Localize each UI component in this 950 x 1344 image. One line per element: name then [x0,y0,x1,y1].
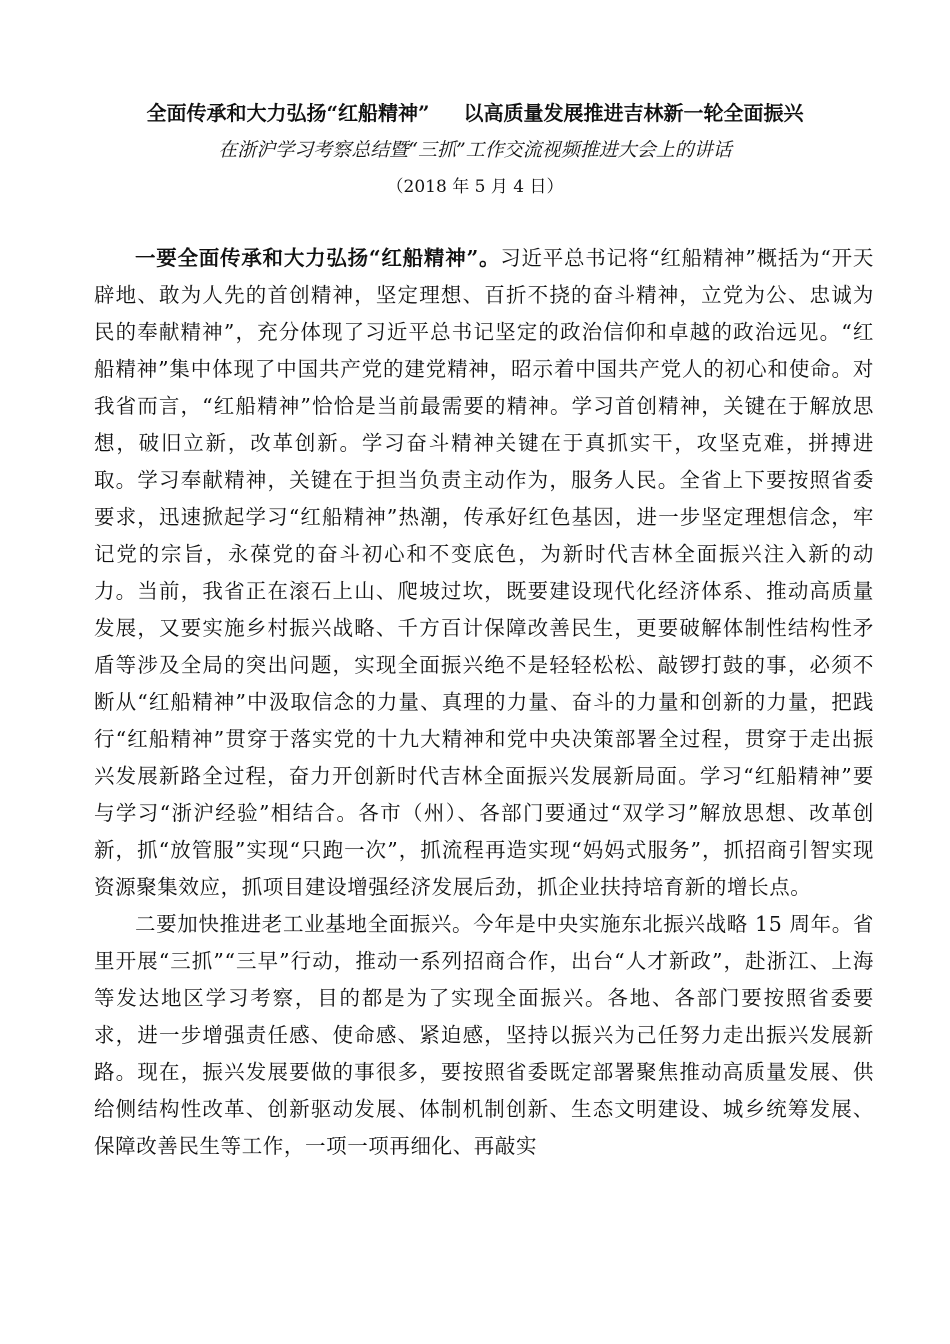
document-date: （2018 年 5 月 4 日） [386,177,564,197]
title-part-1: 全面传承和大力弘扬“红船精神” [146,101,430,125]
paragraph-1-lead: 一要全面传承和大力弘扬“红船精神”。 [135,246,501,270]
document-body [94,240,874,1165]
title-part-2: 以高质量发展推进吉林新一轮全面振兴 [463,101,804,125]
document-title [0,98,950,128]
paragraph-2 [94,906,874,1165]
paragraph-2-text: 二要加快推进老工业基地全面振兴。今年是中央实施东北振兴战略 15 周年。省里开展“三抓”“三早”行动，推动一系列招商合作，出台“人才新政”，赴浙江、上海等发达地区学习考察，目的都是为了实现全面振兴。各地、各部门要按照省委要求，进一步增强责任感、使命感、紧迫感，坚持以振兴为己任努力走出振兴发展新路。现在，振兴发展要做的事很多，要按照省委既定部署聚焦推动高质量发展、供给侧结构性改革、创新驱动发展、体制机制创新、生态文明建设、城乡统筹发展、保障改善民生等工作，一项一项再细化、再敲实 [94,912,874,1158]
paragraph-1 [94,240,874,906]
paragraph-1-text: 习近平总书记将“红船精神”概括为“开天辟地、敢为人先的首创精神，坚定理想、百折不挠的奋斗精神，立党为公、忠诚为民的奉献精神”，充分体现了习近平总书记坚定的政治信仰和卓越的政治远见。“红船精神”集中体现了中国共产党的建党精神，昭示着中国共产党人的初心和使命。对我省而言，“红船精神”恰恰是当前最需要的精神。学习首创精神，关键在于解放思想，破旧立新，改革创新。学习奋斗精神关键在于真抓实干，攻坚克难，拼搏进取。学习奉献精神，关键在于担当负责主动作为，服务人民。全省上下要按照省委要求，迅速掀起学习“红船精神”热潮，传承好红色基因，进一步坚定理想信念，牢记党的宗旨，永葆党的奋斗初心和不变底色，为新时代吉林全面振兴注入新的动力。当前，我省正在滚石上山、爬坡过坎，既要建设现代化经济体系、推动高质量发展，又要实施乡村振兴战略、千方百计保障改善民生，更要破解体制性结构性矛盾等涉及全局的突出问题，实现全面振兴绝不是轻轻松松、敲锣打鼓的事，必须不断从“红船精神”中汲取信念的力量、真理的力量、奋斗的力量和创新的力量，把践行“红船精神”贯穿于落实党的十九大精神和党中央决策部署全过程，贯穿于走出振兴发展新路全过程，奋力开创新时代吉林全面振兴发展新局面。学习“红船精神”要与学习“浙沪经验”相结合。各市（州）、各部门要通过“双学习”解放思想、改革创新，抓“放管服”实现“只跑一次”，抓流程再造实现“妈妈式服务”，抓招商引智实现资源聚集效应，抓项目建设增强经济发展后劲，抓企业扶持培育新的增长点。 [94,246,874,899]
document-subtitle: 在浙沪学习考察总结暨“三抓”工作交流视频推进大会上的讲话 [218,139,732,161]
